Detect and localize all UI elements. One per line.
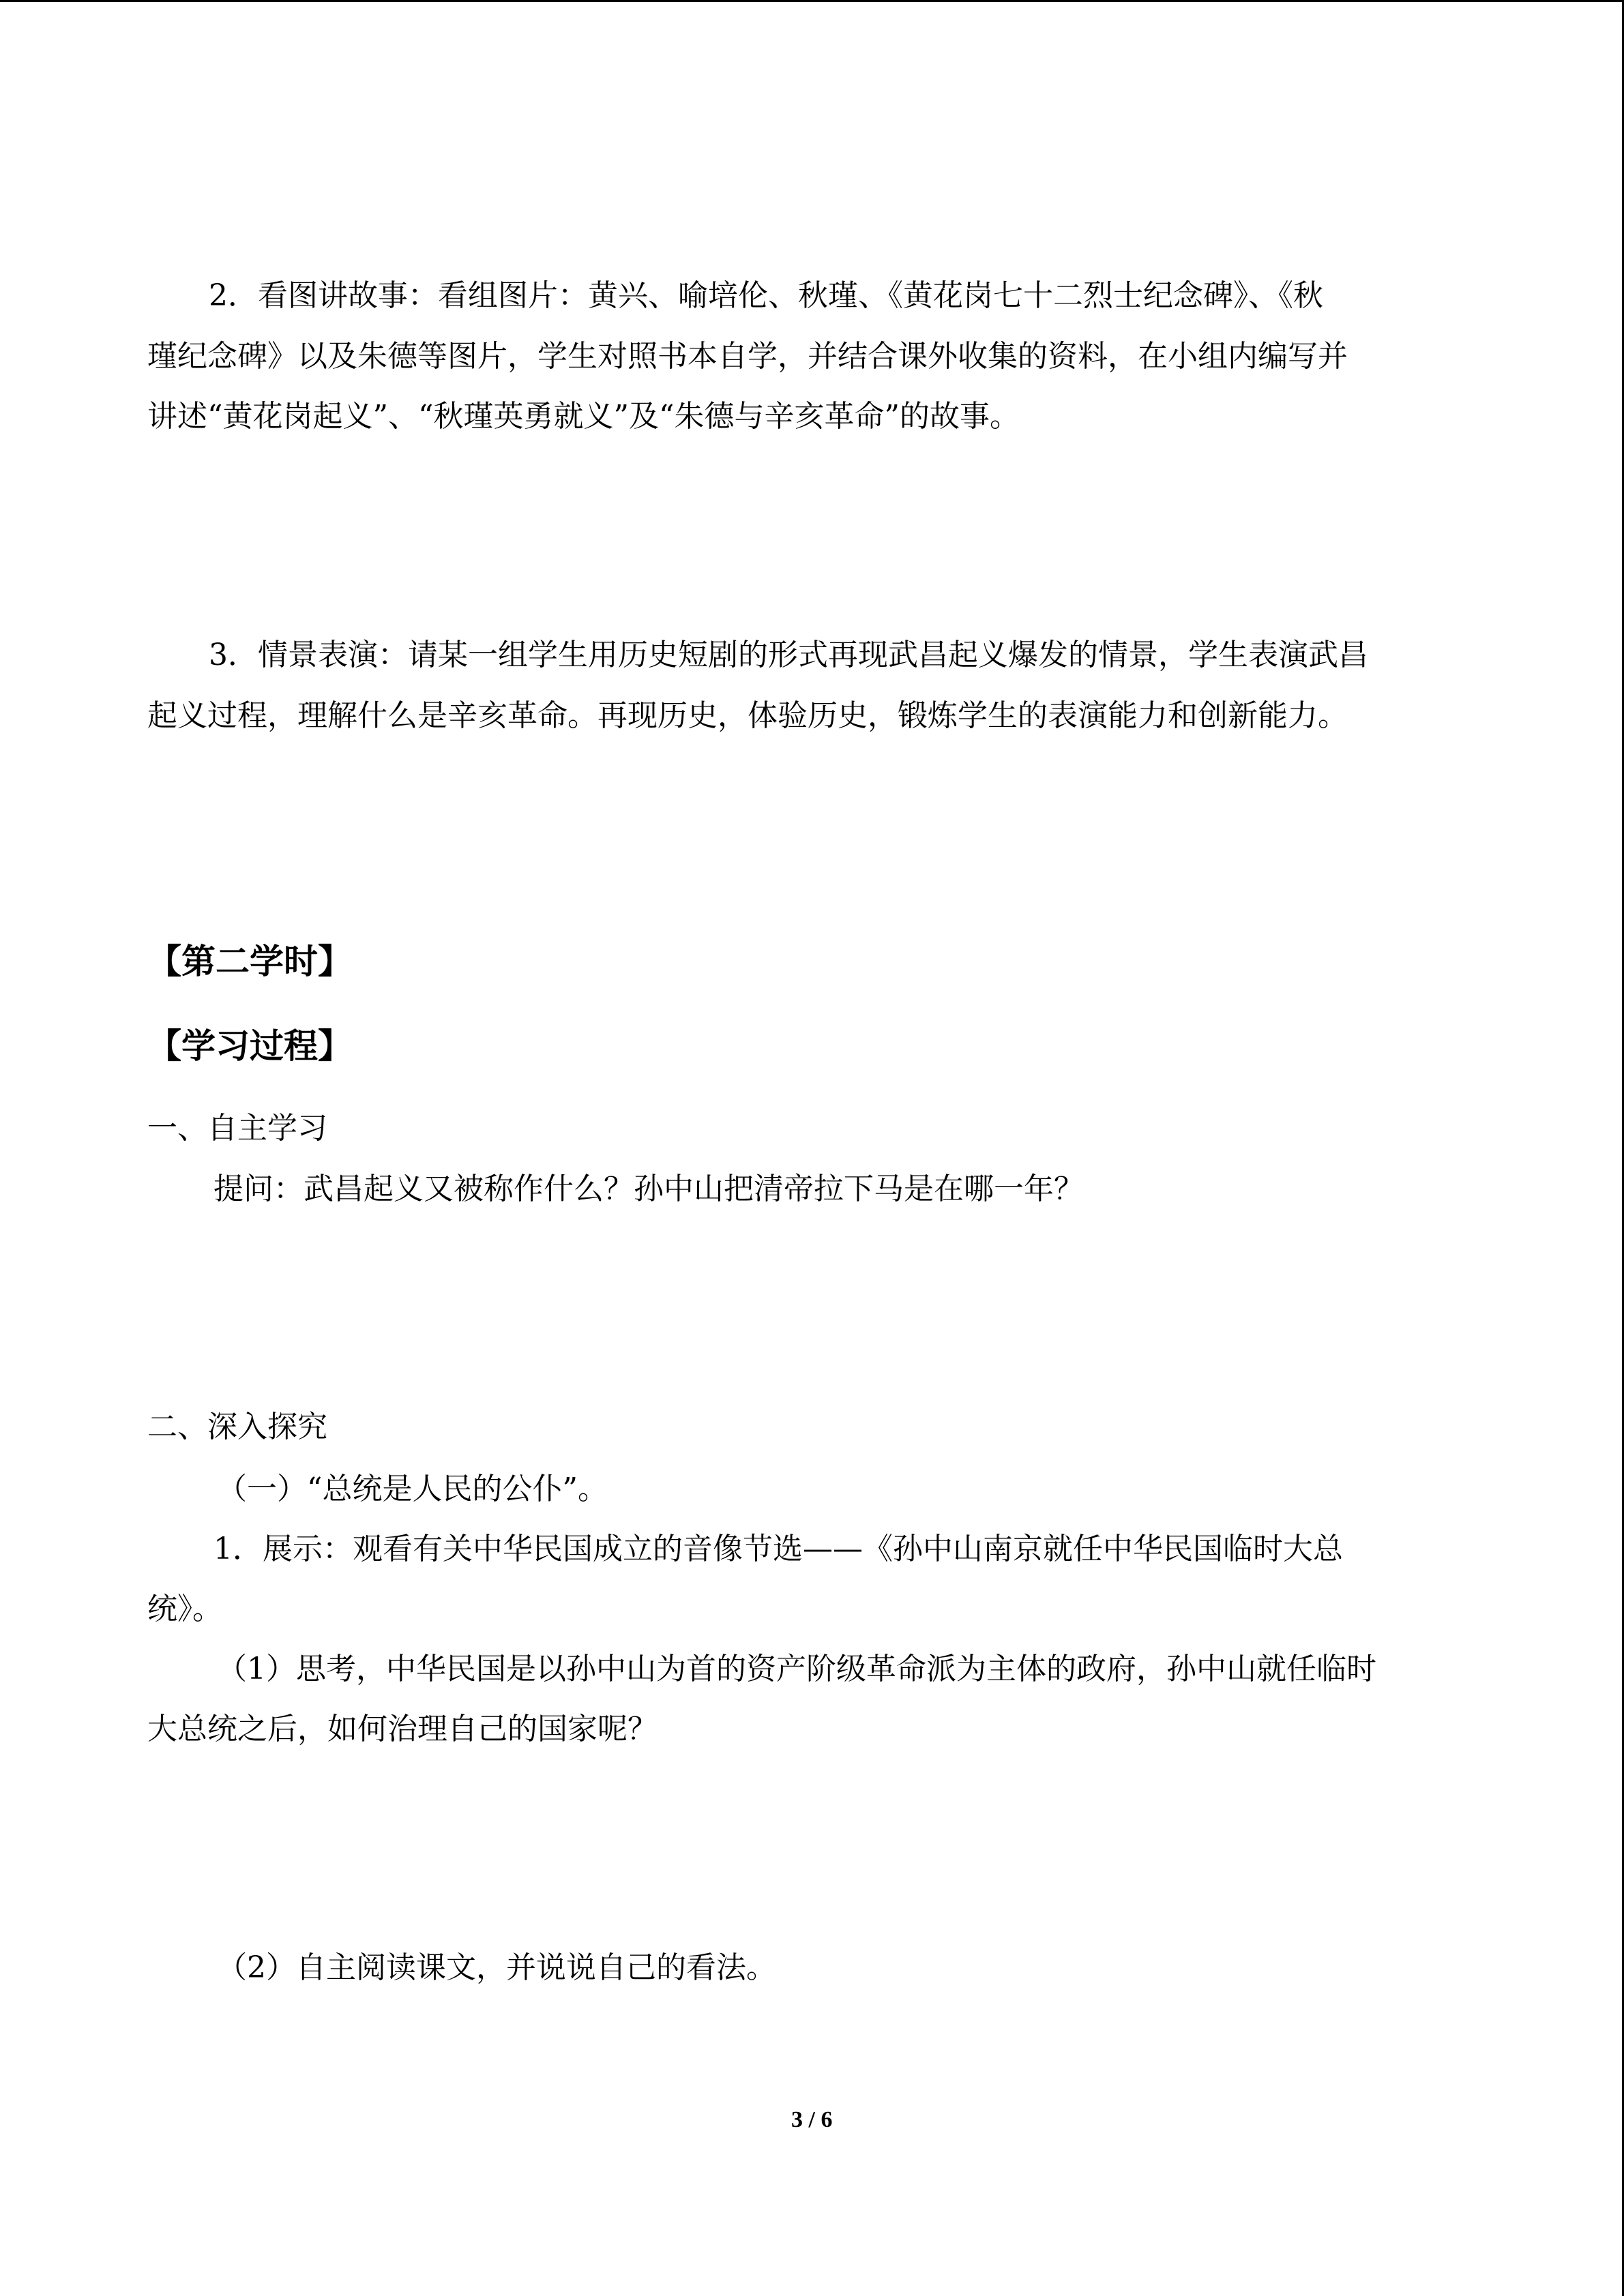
- section-2-subheading: （一）“总统是人民的公仆”。: [217, 1472, 608, 1506]
- paragraph-2-line-2: 瑾纪念碑》以及朱德等图片，学生对照书本自学，并结合课外收集的资料，在小组内编写并: [147, 339, 1348, 374]
- page-edge-top: [0, 0, 1624, 2]
- section-2-item-1-line-1: 1．展示：观看有关中华民国成立的音像节选——《孙中山南京就任中华民国临时大总: [213, 1532, 1343, 1566]
- section-2-item-1-line-2: 统》。: [147, 1592, 222, 1626]
- section-2-question-2: （2）自主阅读课文，并说说自己的看法。: [217, 1950, 776, 1985]
- section-1-question: 提问：武昌起义又被称作什么？孙中山把清帝拉下马是在哪一年？: [213, 1172, 1084, 1206]
- paragraph-3-line-1: 3．情景表演：请某一组学生用历史短剧的形式再现武昌起义爆发的情景，学生表演武昌: [209, 638, 1368, 672]
- paragraph-3-line-2: 起义过程，理解什么是辛亥革命。再现历史，体验历史，锻炼学生的表演能力和创新能力。: [147, 698, 1348, 733]
- page-number: 3 / 6: [791, 2107, 833, 2132]
- heading-second-period: 【第二学时】: [147, 941, 352, 981]
- heading-learning-process: 【学习过程】: [147, 1026, 352, 1066]
- paragraph-2-line-1: 2．看图讲故事：看组图片：黄兴、喻培伦、秋瑾、《黄花岗七十二烈士纪念碑》、《秋: [209, 278, 1323, 313]
- paragraph-2-line-3: 讲述“黄花岗起义”、“秋瑾英勇就义”及“朱德与辛亥革命”的故事。: [147, 399, 1020, 434]
- section-2-question-1-line-1: （1）思考，中华民国是以孙中山为首的资产阶级革命派为主体的政府，孙中山就任临时: [217, 1652, 1376, 1686]
- section-2-title: 二、深入探究: [147, 1410, 327, 1444]
- section-1-title: 一、自主学习: [147, 1111, 327, 1146]
- section-2-question-1-line-2: 大总统之后，如何治理自己的国家呢？: [147, 1712, 658, 1746]
